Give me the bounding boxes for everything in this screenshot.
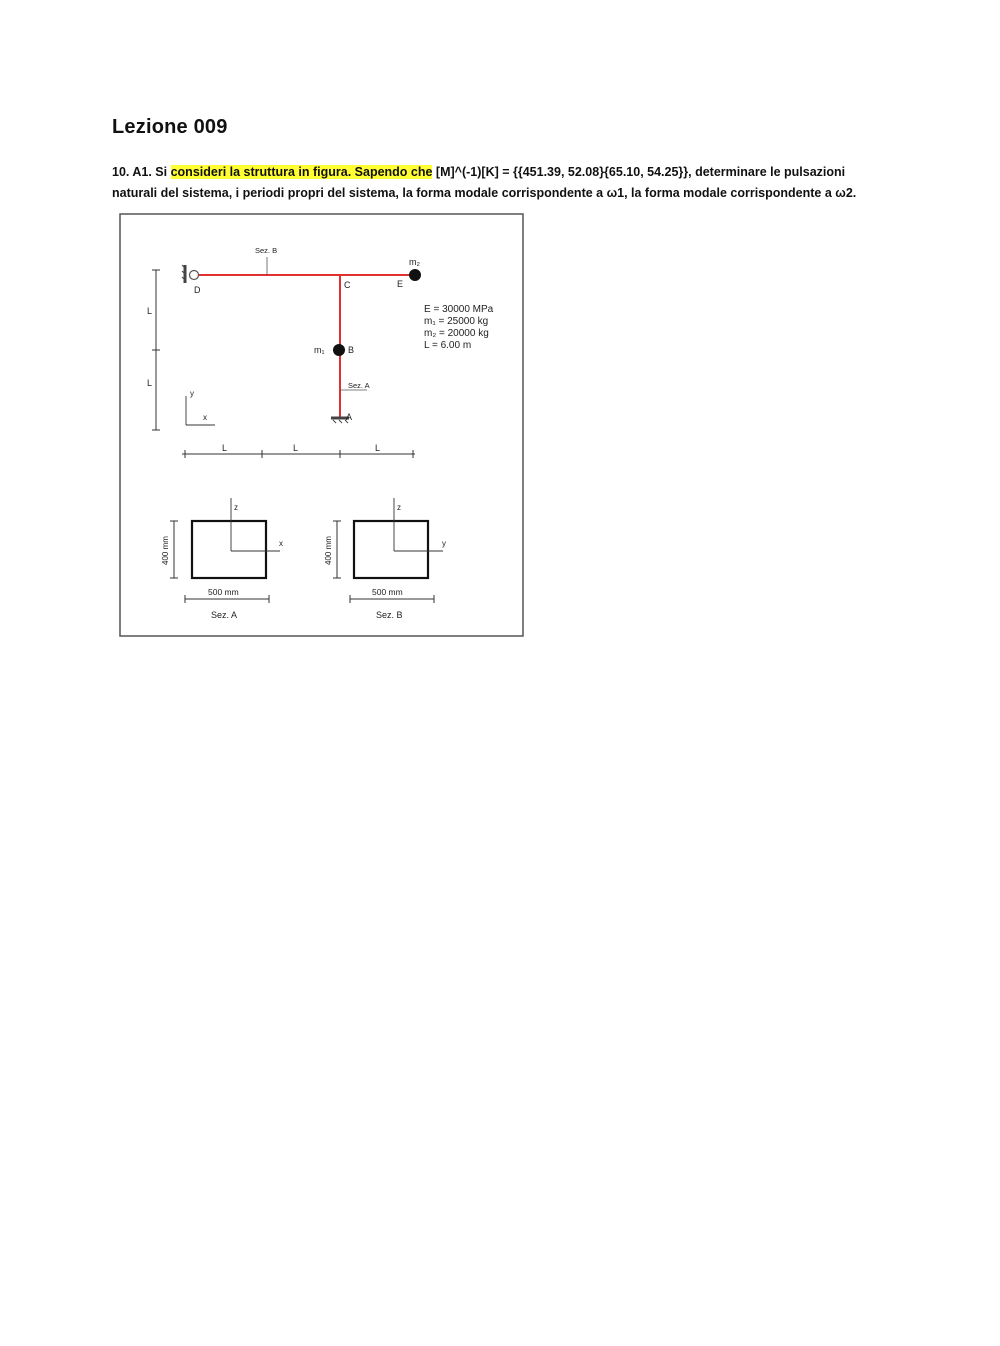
figure-frame — [120, 214, 523, 636]
node-a-label: A — [346, 412, 353, 422]
page-title: Lezione 009 — [112, 116, 228, 138]
prop-e: E = 30000 MPa — [424, 304, 494, 315]
section-b-width: 500 mm — [372, 587, 403, 597]
mass-m1-icon — [333, 344, 345, 356]
question-line1-rest: [M]^(-1)[K] = {{451.39, 52.08}{65.10, 54.25}}, determinare le pulsazioni — [432, 165, 846, 179]
section-b-height: 400 mm — [324, 536, 333, 565]
section-a-tag: Sez. A — [348, 381, 370, 390]
dim-l-right: L — [375, 443, 381, 453]
question-prefix: 10. A1. Si — [112, 165, 171, 179]
section-b-caption: Sez. B — [376, 610, 403, 620]
section-a-caption: Sez. A — [211, 610, 238, 620]
mass-2-label: m₂ — [409, 257, 420, 267]
structure-figure — [119, 213, 524, 637]
node-c-label: C — [344, 280, 351, 290]
section-a-axis-z: z — [234, 503, 238, 512]
prop-m1: m₁ = 25000 kg — [424, 316, 489, 327]
question-highlight: consideri la struttura in figura. Sapendo che — [170, 165, 433, 179]
node-e-label: E — [397, 279, 404, 289]
structure-diagram — [119, 213, 524, 637]
section-b-axis-y: y — [442, 539, 446, 548]
mass-1-label: m₁ — [314, 345, 325, 355]
dim-l-upper: L — [147, 306, 153, 316]
prop-m2: m₂ = 20000 kg — [424, 328, 489, 339]
dim-l-lower: L — [147, 378, 153, 388]
hinge-d-icon — [190, 271, 199, 280]
dim-l-left: L — [222, 443, 228, 453]
question-text — [112, 162, 892, 204]
section-a-height: 400 mm — [161, 536, 170, 565]
prop-l: L = 6.00 m — [424, 340, 472, 351]
section-a-width: 500 mm — [208, 587, 239, 597]
global-axis-y-label: y — [190, 389, 194, 398]
section-b-tag: Sez. B — [255, 246, 278, 255]
node-b-label: B — [348, 345, 355, 355]
mass-m2-icon — [409, 269, 421, 281]
dim-l-mid: L — [293, 443, 299, 453]
section-b-axis-z: z — [397, 503, 401, 512]
global-axis-x-label: x — [203, 413, 207, 422]
question-line2: naturali del sistema, i periodi propri del sistema, la forma modale corrispondente a ω1, la forma modale corrispondente a ω2. — [112, 186, 857, 200]
node-d-label: D — [194, 285, 201, 295]
section-a-axis-x: x — [279, 539, 283, 548]
